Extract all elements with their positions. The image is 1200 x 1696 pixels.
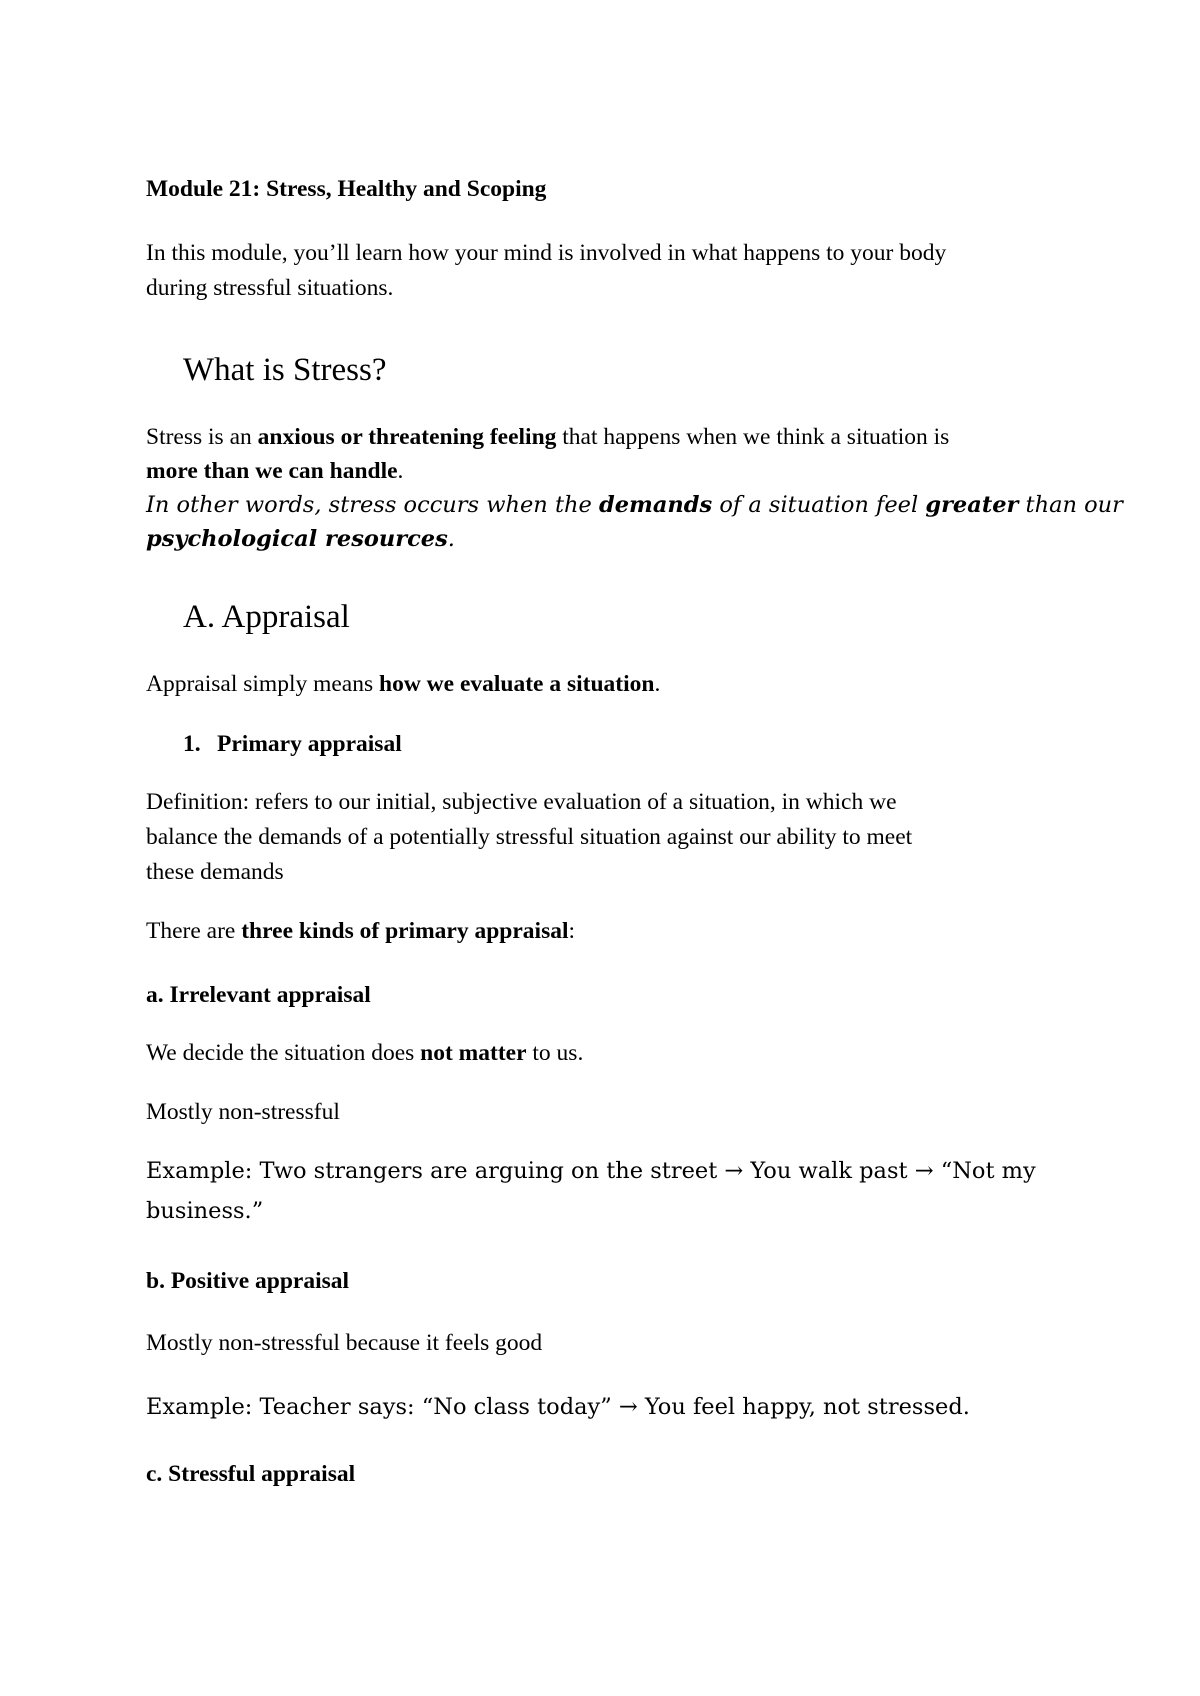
in-other-words-line-1: In other words, stress occurs when the demands of a situation feel greater than our (146, 492, 1123, 518)
list-number: 1. (183, 731, 201, 757)
irrelevant-example-line-1: Example: Two strangers are arguing on the street → You walk past → “Not my (146, 1158, 1036, 1184)
module-title: Module 21: Stress, Healthy and Scoping (146, 176, 547, 202)
intro-line-1: In this module, you’ll learn how your mind is involved in what happens to your body (146, 240, 947, 266)
definition-line-3: these demands (146, 859, 284, 885)
irrelevant-example-line-2: business.” (146, 1198, 264, 1224)
intro-line-2: during stressful situations. (146, 275, 394, 301)
appraisal-means: Appraisal simply means how we evaluate a situation. (146, 671, 661, 697)
primary-appraisal-subheading: 1. Primary appraisal (183, 727, 402, 762)
in-other-words-line-2: psychological resources. (146, 526, 455, 552)
positive-mostly-line: Mostly non-stressful because it feels good (146, 1330, 543, 1356)
positive-appraisal-heading: b. Positive appraisal (146, 1268, 350, 1294)
irrelevant-mostly-line: Mostly non-stressful (146, 1099, 340, 1125)
what-is-stress-heading: What is Stress? (183, 352, 387, 388)
stress-definition-line-1: Stress is an anxious or threatening feeling that happens when we think a situation is (146, 424, 950, 450)
stress-definition-line-2: more than we can handle. (146, 458, 404, 484)
definition-line-1: Definition: refers to our initial, subjective evaluation of a situation, in which we (146, 789, 897, 815)
irrelevant-appraisal-heading: a. Irrelevant appraisal (146, 982, 371, 1008)
positive-example-line: Example: Teacher says: “No class today” → You feel happy, not stressed. (146, 1394, 970, 1420)
irrelevant-decide-line: We decide the situation does not matter to us. (146, 1040, 584, 1066)
appraisal-heading: A. Appraisal (183, 599, 350, 635)
definition-line-2: balance the demands of a potentially stressful situation against our ability to meet (146, 824, 913, 850)
stressful-appraisal-heading: c. Stressful appraisal (146, 1461, 356, 1487)
three-kinds-line: There are three kinds of primary appraisal: (146, 918, 576, 944)
